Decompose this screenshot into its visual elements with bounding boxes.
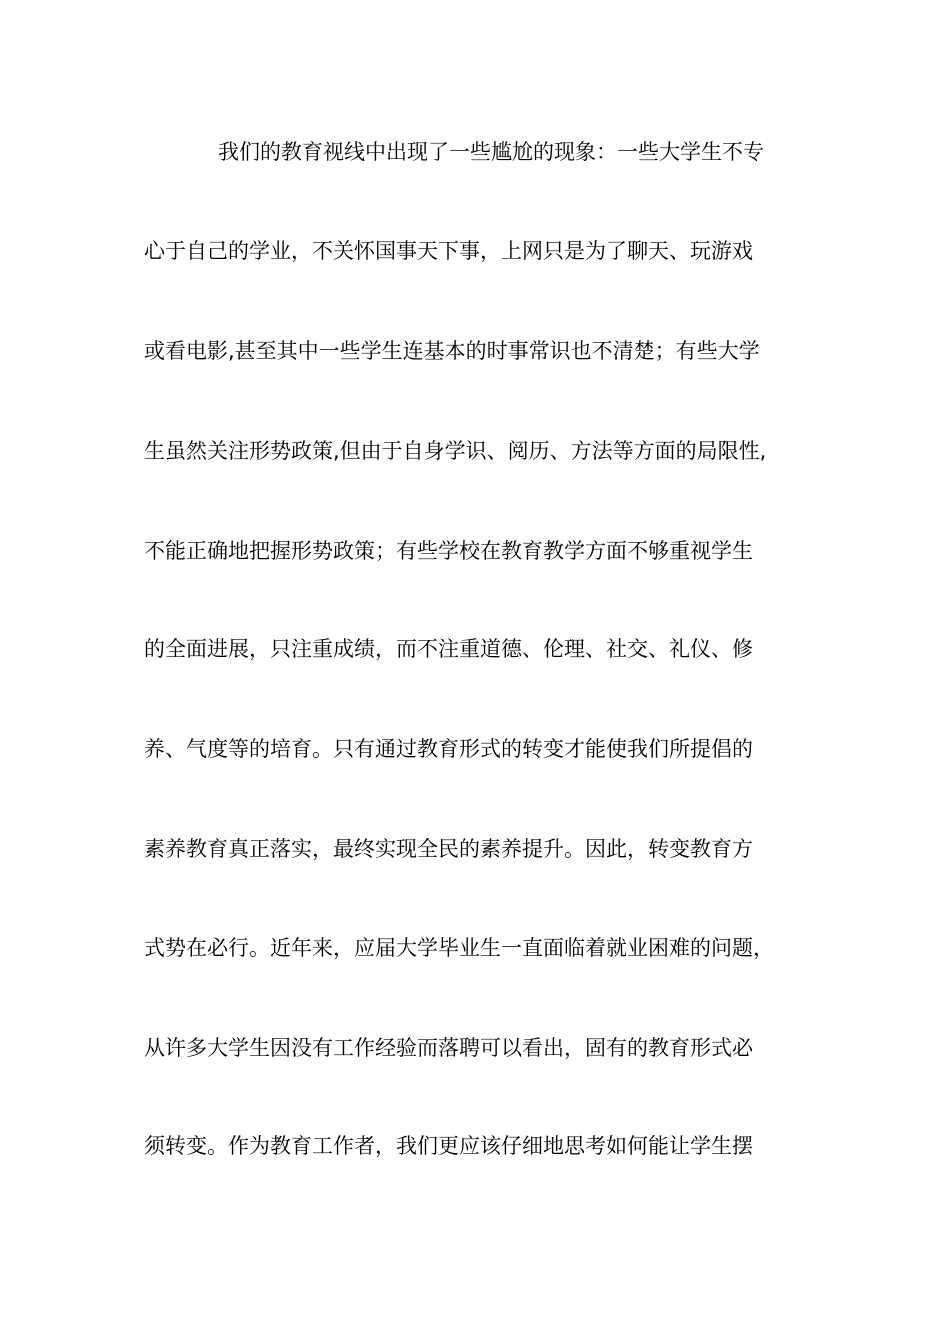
paragraph-line: 的全面进展，只注重成绩，而不注重道德、伦理、社交、礼仪、修	[144, 637, 753, 661]
paragraph-line: 我们的教育视线中出现了一些尴尬的现象：一些大学生不专	[218, 140, 764, 164]
paragraph-line: 不能正确地把握形势政策；有些学校在教育教学方面不够重视学生	[144, 539, 753, 563]
paragraph-line: 式势在必行。近年来，应届大学毕业生一直面临着就业困难的问题，	[144, 936, 774, 960]
paragraph-line: 养、气度等的培育。只有通过教育形式的转变才能使我们所提倡的	[144, 737, 753, 761]
paragraph-line: 生虽然关注形势政策,但由于自身学识、阅历、方法等方面的局限性,	[144, 439, 767, 463]
paragraph-line: 素养教育真正落实，最终实现全民的素养提升。因此，转变教育方	[144, 837, 753, 861]
paragraph-line: 从许多大学生因没有工作经验而落聘可以看出，固有的教育形式必	[144, 1036, 753, 1060]
paragraph-line: 或看电影,甚至其中一些学生连基本的时事常识也不清楚；有些大学	[144, 339, 760, 363]
paragraph-line: 须转变。作为教育工作者，我们更应该仔细地思考如何能让学生摆	[144, 1134, 753, 1158]
paragraph-line: 心于自己的学业，不关怀国事天下事，上网只是为了聊天、玩游戏	[144, 239, 753, 263]
